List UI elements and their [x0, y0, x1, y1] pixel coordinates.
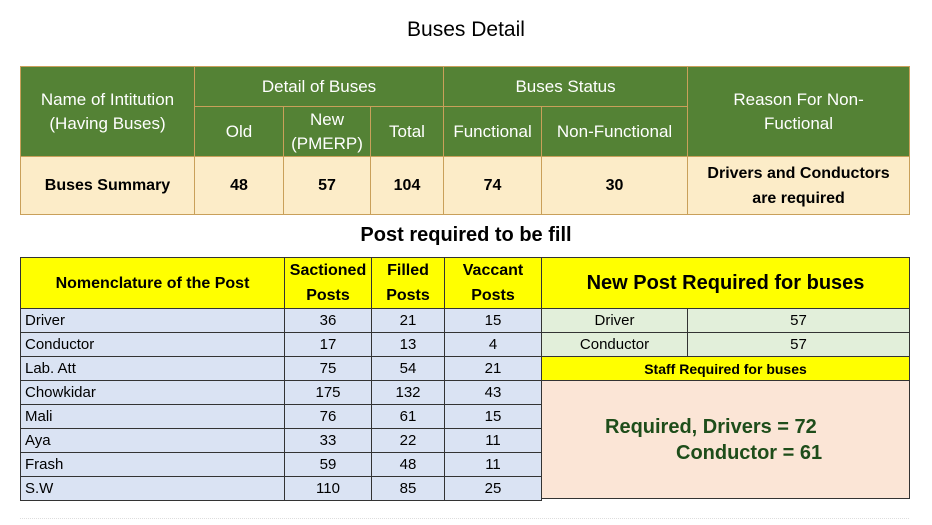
- sanctioned-value: 59: [285, 453, 372, 477]
- table-row: [21, 477, 542, 501]
- new-posts-title: New Post Required for buses: [542, 258, 910, 309]
- header-detail-of-buses: Detail of Buses: [195, 67, 444, 107]
- required-conductor: Conductor = 61: [676, 441, 823, 464]
- posts-table: [20, 257, 542, 501]
- sanctioned-value: 75: [285, 357, 372, 381]
- new-post-row: [542, 309, 910, 333]
- header-old: Old: [195, 107, 284, 157]
- sanctioned-value: 76: [285, 405, 372, 429]
- sanctioned-value: 17: [285, 333, 372, 357]
- header-filled: Filled Posts: [372, 258, 445, 309]
- post-name: Chowkidar: [21, 381, 285, 405]
- header-vacant: Vaccant Posts: [445, 258, 542, 309]
- header-total: Total: [371, 107, 444, 157]
- header-new: New (PMERP): [284, 107, 371, 157]
- table-row: [21, 429, 542, 453]
- filled-value: 48: [372, 453, 445, 477]
- post-name: S.W: [21, 477, 285, 501]
- summary-reason: Drivers and Conductors are required: [688, 157, 910, 215]
- header-reason: Reason For Non-Fuctional: [688, 67, 910, 157]
- new-post-count: 57: [688, 333, 910, 357]
- table-row: [21, 357, 542, 381]
- post-name: Frash: [21, 453, 285, 477]
- summary-old: 48: [195, 157, 284, 215]
- sanctioned-value: 110: [285, 477, 372, 501]
- summary-functional: 74: [444, 157, 542, 215]
- sanctioned-value: 36: [285, 309, 372, 333]
- required-drivers: Required, Drivers = 72: [605, 415, 817, 438]
- staff-required-title: Staff Required for buses: [542, 357, 910, 381]
- vacant-value: 43: [445, 381, 542, 405]
- vacant-value: 25: [445, 477, 542, 501]
- vacant-value: 15: [445, 405, 542, 429]
- table-row: [21, 453, 542, 477]
- header-functional: Functional: [444, 107, 542, 157]
- post-name: Mali: [21, 405, 285, 429]
- post-name: Conductor: [21, 333, 285, 357]
- staff-required-box: [542, 381, 910, 499]
- divider: [20, 518, 909, 520]
- filled-value: 54: [372, 357, 445, 381]
- post-name: Aya: [21, 429, 285, 453]
- post-name: Lab. Att: [21, 357, 285, 381]
- filled-value: 13: [372, 333, 445, 357]
- vacant-value: 15: [445, 309, 542, 333]
- filled-value: 21: [372, 309, 445, 333]
- header-institution: Name of Intitution (Having Buses): [21, 67, 195, 157]
- filled-value: 61: [372, 405, 445, 429]
- sanctioned-value: 175: [285, 381, 372, 405]
- header-buses-status: Buses Status: [444, 67, 688, 107]
- table-row: [21, 333, 542, 357]
- vacant-value: 11: [445, 429, 542, 453]
- table-row: [21, 405, 542, 429]
- summary-new: 57: [284, 157, 371, 215]
- sanctioned-value: 33: [285, 429, 372, 453]
- filled-value: 132: [372, 381, 445, 405]
- post-name: Driver: [21, 309, 285, 333]
- new-post-name: Conductor: [542, 333, 688, 357]
- vacant-value: 11: [445, 453, 542, 477]
- posts-subtitle: Post required to be fill: [360, 224, 572, 246]
- page-title: Buses Detail: [407, 18, 525, 41]
- table-row: [21, 381, 542, 405]
- new-posts-panel: [541, 257, 910, 499]
- vacant-value: 21: [445, 357, 542, 381]
- new-post-row: [542, 333, 910, 357]
- vacant-value: 4: [445, 333, 542, 357]
- summary-total: 104: [371, 157, 444, 215]
- new-post-count: 57: [688, 309, 910, 333]
- header-nomenclature: Nomenclature of the Post: [21, 258, 285, 309]
- header-non-functional: Non-Functional: [542, 107, 688, 157]
- header-sanctioned: Sactioned Posts: [285, 258, 372, 309]
- buses-summary-table: [20, 66, 910, 215]
- table-row: [21, 309, 542, 333]
- new-post-name: Driver: [542, 309, 688, 333]
- filled-value: 85: [372, 477, 445, 501]
- summary-label: Buses Summary: [21, 157, 195, 215]
- filled-value: 22: [372, 429, 445, 453]
- summary-non-functional: 30: [542, 157, 688, 215]
